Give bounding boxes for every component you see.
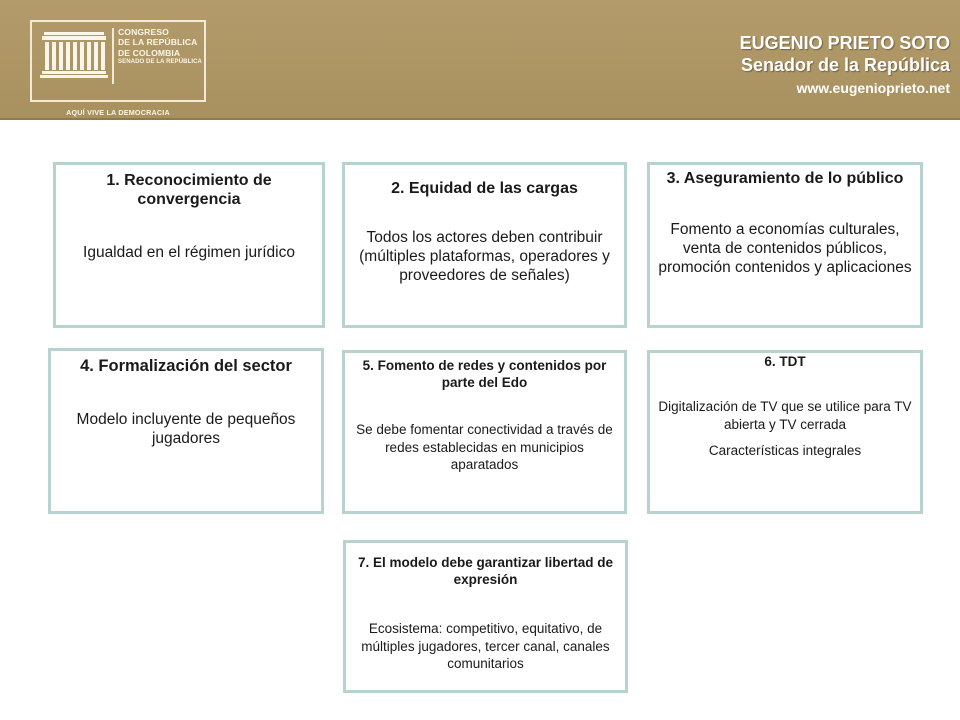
card-title: 7. El modelo debe garantizar libertad de expresión [357, 555, 614, 587]
card-tdt [647, 350, 923, 514]
card-formalizacion [48, 348, 324, 514]
card-title: 3. Aseguramiento de lo público [666, 170, 904, 187]
org-line: DE COLOMBIA [118, 47, 181, 58]
card-body: Igualdad en el régimen jurídico [83, 244, 295, 261]
card-title: 4. Formalización del sector [80, 357, 292, 375]
card-title: 5. Fomento de redes y contenidos por parte del Edo [362, 358, 607, 390]
card-aseguramiento [647, 162, 923, 328]
senator-name: EUGENIO PRIETO SOTO [739, 33, 950, 53]
capitol-building-icon [40, 30, 108, 78]
senator-info [740, 32, 950, 98]
card-body: Todos los actores deben contribuir (múltiples plataformas, operadores y proveedores de señales) [359, 229, 610, 284]
org-subline: SENADO DE LA REPÚBLICA [118, 59, 202, 66]
card-body-extra: Características integrales [708, 443, 862, 458]
card-reconocimiento [53, 162, 325, 328]
card-body: Ecosistema: competitivo, equitativo, de múltiples jugadores, tercer canal, canales comunitarios [361, 621, 610, 671]
card-body: Modelo incluyente de pequeños jugadores [76, 411, 296, 447]
card-equidad [342, 162, 627, 328]
congress-logo [30, 20, 206, 117]
org-line: CONGRESO [118, 27, 169, 37]
card-title: 2. Equidad de las cargas [391, 180, 578, 197]
card-body: Se debe fomentar conectividad a través de redes establecidas en municipios aparatados [356, 422, 613, 472]
website-link[interactable]: www.eugenioprieto.net [796, 80, 950, 96]
card-libertad-expresion [343, 540, 628, 693]
card-title: 6. TDT [764, 354, 806, 369]
org-line: DE LA REPÚBLICA [118, 37, 198, 48]
card-body: Fomento a economías culturales, venta de contenidos públicos, promoción contenidos y aplicaciones [658, 221, 912, 276]
card-title: 1. Reconocimiento de convergencia [106, 172, 272, 208]
congress-name [118, 27, 206, 67]
header-banner [0, 0, 960, 120]
logo-motto: AQUÍ VIVE LA DEMOCRACIA [66, 108, 170, 117]
logo-divider [112, 28, 114, 84]
card-fomento-redes [342, 350, 627, 514]
senator-title: Senador de la República [740, 55, 950, 75]
card-body: Digitalización de TV que se utilice para TV abierta y TV cerrada [658, 399, 912, 432]
